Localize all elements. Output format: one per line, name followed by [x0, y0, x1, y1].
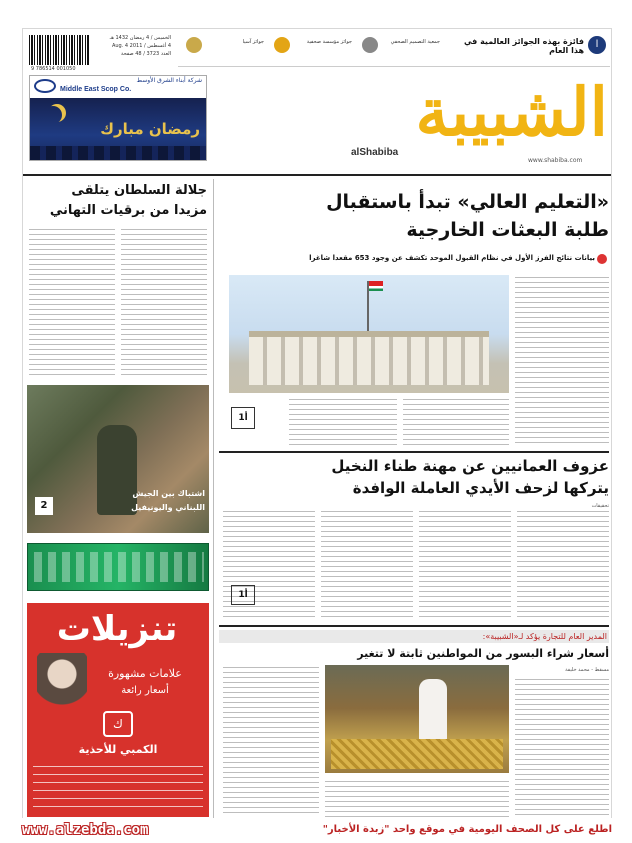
ramadan-greeting: رمضان مبارك	[100, 120, 200, 138]
sale-line-2: أسعار رائعة	[121, 685, 169, 696]
main-subtitle: بيانات نتائج الفرز الأول في نظام القبول الموحد تكشف عن وجود 653 مقعدا شاغرا	[309, 254, 595, 262]
barcode	[29, 35, 89, 65]
photo-caption-1: اشتباك بين الجيش	[132, 489, 205, 498]
dates-byline: مسقط - محمد خليفة	[565, 667, 609, 673]
masthead-logo: الشبيبة	[415, 73, 608, 151]
sale-title: تنزيلات	[56, 609, 178, 649]
page-number-badge: 2	[35, 497, 53, 515]
award-icon: ا	[588, 36, 606, 54]
newspaper-page	[22, 28, 612, 820]
award-badge-2	[274, 37, 290, 53]
dates-story-text-bottom	[325, 779, 509, 817]
palm-section-label: تحقيقات	[591, 503, 609, 509]
masthead-rule	[23, 174, 612, 176]
palm-story-text-3	[321, 509, 413, 619]
mesco-logo	[34, 79, 56, 93]
ministry-building-photo	[229, 275, 509, 393]
ramadan-banner	[30, 98, 206, 160]
sultan-story-text-2	[121, 227, 207, 377]
story-separator-2	[219, 625, 609, 627]
sultan-headline-2: مزيدا من برقيات التهاني	[49, 203, 207, 218]
photo-caption-2: اللبناني واليونيفيل	[131, 503, 205, 512]
palm-headline-1: عزوف العمانيين عن مهنة طناء النخيل	[331, 457, 609, 475]
mosque-silhouette	[30, 146, 206, 160]
page-ref-badge-2: أ1	[231, 585, 255, 605]
page-ref-badge-1: أ1	[231, 407, 255, 429]
date-line-3: العدد 3723 / 48 صفحة	[120, 51, 171, 57]
award-label-2: جوائز مؤسسة صحفية	[306, 39, 352, 45]
barcode-number: 9 786514 001050	[31, 66, 76, 72]
dates-story-text-left-1	[223, 665, 319, 817]
flag	[369, 281, 383, 291]
palm-story-text-2	[419, 509, 511, 619]
main-story-text-1	[403, 397, 509, 445]
mesco-ad	[29, 75, 207, 161]
green-ad-strip	[27, 543, 209, 591]
mesco-ad-header	[30, 76, 206, 98]
green-ad-pattern	[34, 552, 204, 582]
main-headline-2: طلبة البعثات الخارجية	[406, 219, 609, 241]
sale-brand: الكمبي للأحذية	[78, 743, 158, 756]
mesco-name-en: Middle East Scop Co.	[60, 86, 132, 93]
date-line-1: الخميس / 4 رمضان 1432 هـ	[109, 35, 171, 41]
sultan-headline-1: جلالة السلطان يتلقى	[71, 183, 207, 198]
palm-headline-2: يتركها لزحف الأيدي العاملة الوافدة	[352, 479, 609, 497]
story-separator-1	[219, 451, 609, 453]
dates-pile	[331, 739, 503, 769]
award-badge-3	[362, 37, 378, 53]
dates-worker-photo	[325, 665, 509, 773]
brand-emblem: ك	[103, 711, 133, 737]
sale-branches	[33, 763, 203, 811]
masthead-website: www.shabiba.com	[528, 157, 583, 164]
building	[249, 335, 489, 385]
building-roof	[249, 331, 489, 337]
left-column-divider	[213, 179, 214, 819]
award-label-3: جوائز آسيا	[242, 39, 264, 45]
award-label-1: جمعية التصميم الصحفي	[390, 39, 440, 45]
dates-kicker: المدير العام للتجارة يؤكد لـ«الشبيبة»:	[482, 632, 607, 641]
main-story-text-2	[289, 397, 397, 445]
main-story-text-right	[515, 275, 609, 445]
footer-url[interactable]: www.alzebda.com	[22, 822, 149, 838]
masthead-logo-en: alShabiba	[351, 147, 399, 158]
sale-line-1: علامات مشهورة	[108, 667, 182, 680]
date-line-2: 4 أغسطس / 2011 Aug. 4	[111, 43, 171, 49]
sale-ad	[27, 603, 209, 817]
mesco-name-ar: شركة أبناء الشرق الأوسط	[136, 77, 202, 84]
site-footer	[0, 818, 632, 843]
awards-strip	[178, 33, 610, 67]
awards-title: فائزة بهذه الجوائز العالمية في هذا العام	[463, 37, 584, 55]
dates-story-text-right	[515, 677, 609, 817]
palm-story-text-1	[517, 509, 609, 619]
sultan-story-text	[29, 227, 115, 377]
footer-tagline: اطلع على كل الصحف اليومية في موقع واحد "زبدة الأخبار"	[322, 824, 612, 835]
soldier-shape	[97, 425, 137, 515]
subtitle-bullet-icon	[597, 254, 607, 264]
award-badge-1	[186, 37, 202, 53]
main-headline-1: «التعليم العالي» تبدأ باستقبال	[326, 191, 609, 213]
lebanon-army-photo	[27, 385, 209, 533]
dates-headline: أسعار شراء البسور من المواطنين ثابتة لا تتغير	[357, 647, 609, 660]
child-photo	[37, 653, 87, 713]
